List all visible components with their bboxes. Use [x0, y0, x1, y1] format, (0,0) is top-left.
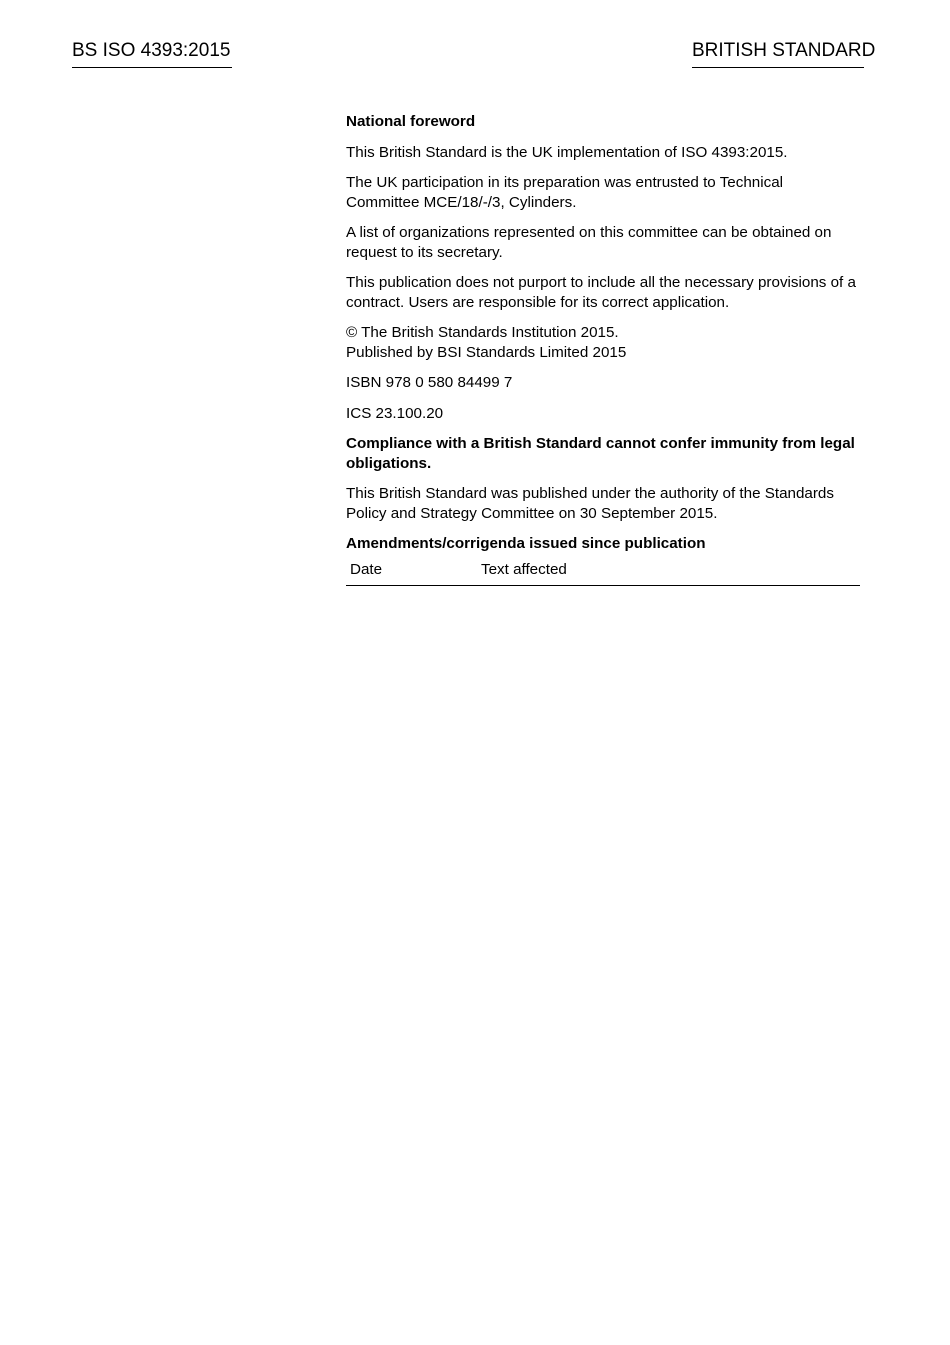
copyright-line: © The British Standards Institution 2015.	[346, 324, 619, 341]
ics-code: ICS 23.100.20	[346, 404, 444, 422]
compliance-statement: Compliance with a British Standard cannot confer immunity from legal obligations.	[346, 435, 855, 472]
amendments-table	[346, 558, 860, 587]
foreword-paragraph-implementation: This British Standard is the UK implementation of ISO 4393:2015.	[346, 143, 788, 161]
foreword-paragraph-organizations: A list of organizations represented on this committee can be obtained on request to its secretary.	[346, 224, 832, 261]
header-document-id: BS ISO 4393:2015	[72, 38, 232, 68]
authority-statement: This British Standard was published under the authority of the Standards Policy and Strategy Committee on 30 September 2015.	[346, 485, 834, 522]
publisher-line: Published by BSI Standards Limited 2015	[346, 343, 627, 361]
amendments-col-text: Text affected	[477, 558, 860, 586]
isbn: ISBN 978 0 580 84499 7	[346, 374, 513, 391]
amendments-title: Amendments/corrigenda issued since publication	[346, 535, 706, 552]
national-foreword	[346, 112, 860, 586]
copyright-block	[346, 323, 860, 362]
foreword-paragraph-participation: The UK participation in its preparation was entrusted to Technical Committee MCE/18/-/3, Cylinders.	[346, 174, 784, 211]
header-standard-type: BRITISH STANDARD	[692, 38, 864, 68]
foreword-title: National foreword	[346, 113, 476, 130]
amendments-col-date: Date	[346, 558, 477, 586]
amendments-header-row	[346, 558, 860, 586]
foreword-paragraph-contract: This publication does not purport to include all the necessary provisions of a contract. Users are responsible for its correct application.	[346, 274, 856, 311]
